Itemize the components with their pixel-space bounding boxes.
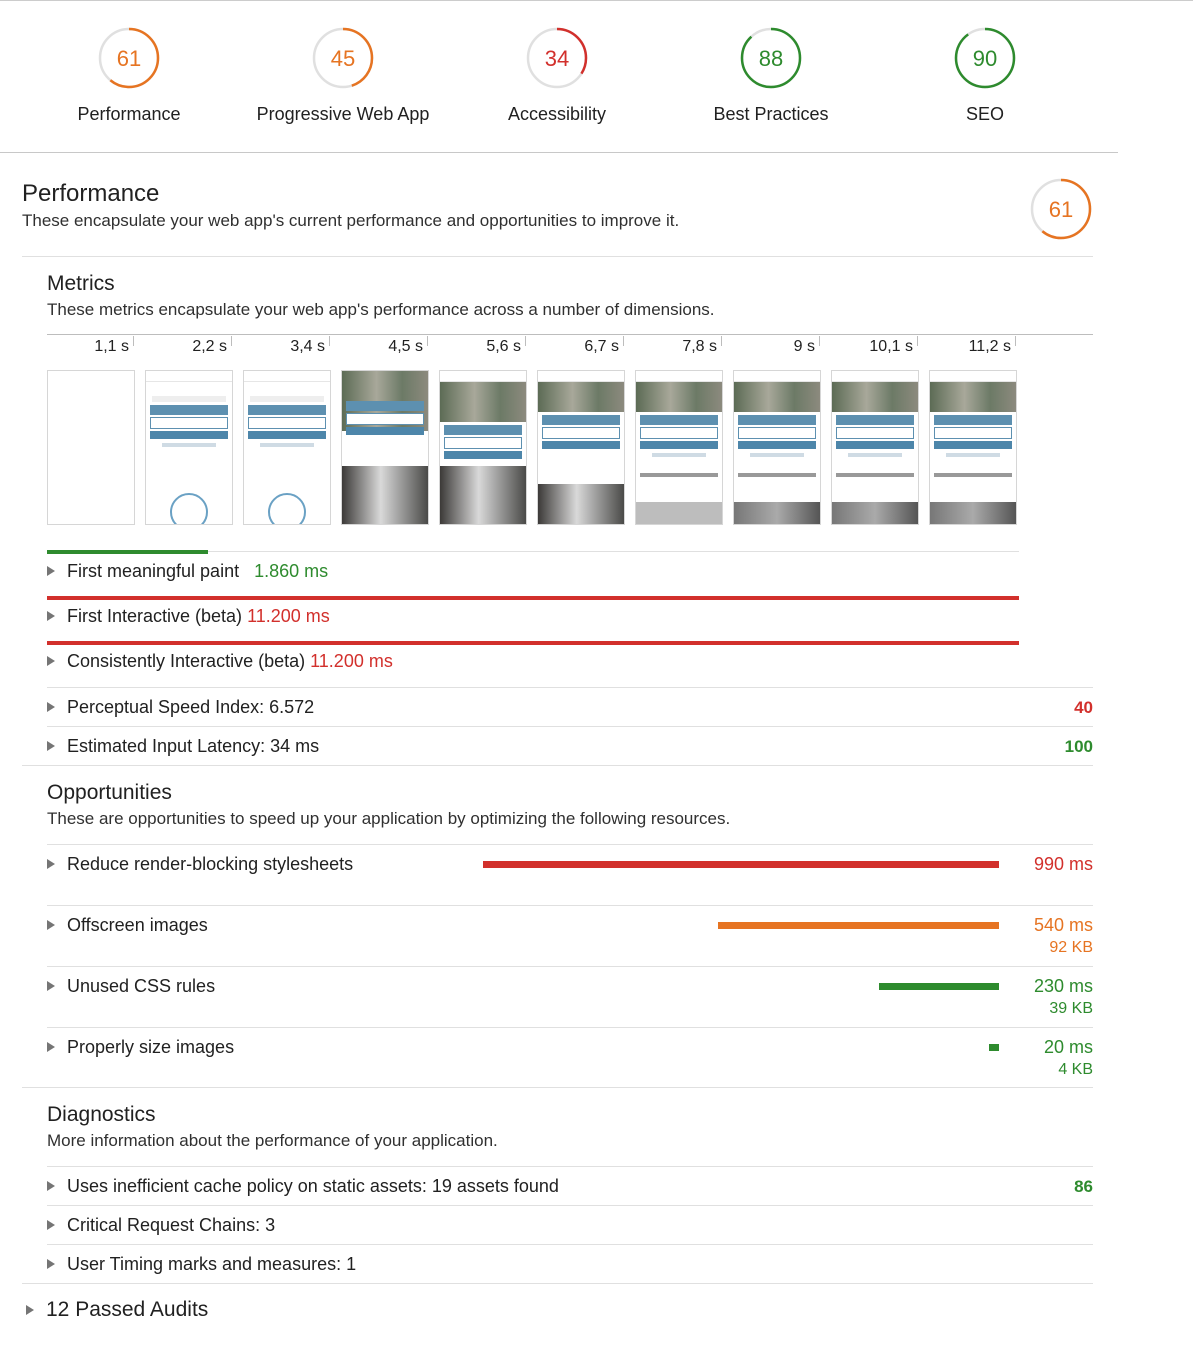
timeline-tick-label: 5,6 s bbox=[486, 338, 521, 355]
expand-triangle-icon[interactable] bbox=[47, 859, 55, 869]
divider bbox=[47, 1244, 1093, 1245]
gauge-label: Progressive Web App bbox=[256, 104, 430, 124]
metrics-description: These metrics encapsulate your web app's performance across a number of dimensions. bbox=[47, 300, 715, 319]
filmstrip-frame bbox=[929, 370, 1017, 525]
gauge-accessibility[interactable] bbox=[457, 26, 657, 125]
divider bbox=[22, 1283, 1093, 1284]
expand-triangle-icon[interactable] bbox=[47, 1181, 55, 1191]
divider bbox=[47, 966, 1093, 967]
opportunity-time: 540 ms bbox=[1033, 915, 1093, 935]
diagnostics-description: More information about the performance of your application. bbox=[47, 1131, 498, 1150]
timeline-tick-mark bbox=[1015, 336, 1016, 346]
timeline-tick-label: 10,1 s bbox=[869, 338, 913, 355]
score-summary bbox=[0, 0, 1118, 153]
opportunity-size: 39 KB bbox=[1049, 1000, 1093, 1017]
expand-triangle-icon[interactable] bbox=[47, 702, 55, 712]
gauge-score: 34 bbox=[544, 46, 570, 71]
divider bbox=[47, 905, 1093, 906]
timeline-tick-label: 3,4 s bbox=[290, 338, 325, 355]
opportunity-label: Properly size images bbox=[67, 1037, 235, 1057]
opportunity-bar bbox=[483, 861, 999, 868]
metric-label: Estimated Input Latency: 34 ms bbox=[67, 736, 320, 756]
gauge-ring bbox=[1029, 177, 1093, 241]
timeline-tick-label: 6,7 s bbox=[584, 338, 619, 355]
metrics-title: Metrics bbox=[47, 272, 115, 295]
metric-bar-fill bbox=[47, 596, 1019, 600]
divider bbox=[47, 1205, 1093, 1206]
gauge-seo[interactable] bbox=[885, 26, 1085, 125]
gauge-score: 45 bbox=[330, 46, 356, 71]
filmstrip-timeline bbox=[47, 334, 1093, 335]
gauge-ring bbox=[739, 26, 803, 90]
filmstrip-frame bbox=[243, 370, 331, 525]
metric-bar-fill bbox=[47, 641, 1019, 645]
passed-audits-label: 12 Passed Audits bbox=[46, 1298, 209, 1321]
timeline-tick-label: 4,5 s bbox=[388, 338, 423, 355]
timeline-tick-label: 1,1 s bbox=[94, 338, 129, 355]
metric-label: Consistently Interactive (beta) bbox=[67, 651, 306, 671]
timeline-tick-label: 11,2 s bbox=[968, 338, 1011, 355]
metric-first-interactive[interactable] bbox=[47, 606, 1093, 627]
opportunities-description: These are opportunities to speed up your application by optimizing the following resources. bbox=[47, 809, 731, 828]
divider bbox=[22, 1087, 1093, 1088]
metric-score: 40 bbox=[1074, 698, 1093, 717]
expand-triangle-icon[interactable] bbox=[47, 656, 55, 666]
opportunity-label: Reduce render-blocking stylesheets bbox=[67, 854, 354, 874]
metric-consistently-interactive[interactable] bbox=[47, 651, 1093, 672]
gauge-ring bbox=[311, 26, 375, 90]
gauge-score: 61 bbox=[1048, 197, 1074, 222]
divider bbox=[22, 765, 1093, 766]
filmstrip-frame bbox=[733, 370, 821, 525]
expand-triangle-icon[interactable] bbox=[47, 1259, 55, 1269]
opportunity-size: 92 KB bbox=[1049, 939, 1093, 956]
gauge-label: SEO bbox=[965, 104, 1004, 124]
expand-triangle-icon[interactable] bbox=[47, 611, 55, 621]
diagnostic-label: Critical Request Chains: 3 bbox=[67, 1215, 276, 1235]
metric-bar-fill bbox=[47, 550, 208, 554]
diagnostics-title: Diagnostics bbox=[47, 1103, 156, 1126]
expand-triangle-icon[interactable] bbox=[47, 566, 55, 576]
metric-label: Perceptual Speed Index: 6.572 bbox=[67, 697, 315, 717]
gauge-label: Best Practices bbox=[713, 104, 829, 124]
filmstrip-frame bbox=[439, 370, 527, 525]
filmstrip-frame bbox=[635, 370, 723, 525]
opportunity-size: 4 KB bbox=[1058, 1061, 1093, 1078]
gauge-score: 88 bbox=[758, 46, 784, 71]
expand-triangle-icon[interactable] bbox=[26, 1305, 34, 1315]
opportunity-label: Offscreen images bbox=[67, 915, 208, 935]
timeline-tick-label: 2,2 s bbox=[192, 338, 227, 355]
gauge-performance[interactable] bbox=[29, 26, 229, 125]
divider bbox=[47, 1027, 1093, 1028]
divider bbox=[47, 726, 1093, 727]
filmstrip-frame bbox=[537, 370, 625, 525]
performance-description: These encapsulate your web app's current performance and opportunities to improve it. bbox=[22, 211, 680, 230]
divider bbox=[47, 1166, 1093, 1167]
gauge-ring bbox=[953, 26, 1017, 90]
opportunity-time: 990 ms bbox=[1033, 854, 1093, 874]
metric-label: First Interactive (beta) bbox=[67, 606, 243, 626]
metric-perceptual-speed-index[interactable] bbox=[47, 697, 1093, 718]
filmstrip-frame bbox=[145, 370, 233, 525]
performance-title: Performance bbox=[22, 180, 160, 207]
gauge-best-practices[interactable] bbox=[671, 26, 871, 125]
diagnostic-cache-policy[interactable] bbox=[47, 1176, 1093, 1197]
gauge-ring bbox=[97, 26, 161, 90]
expand-triangle-icon[interactable] bbox=[47, 981, 55, 991]
diagnostic-label: User Timing marks and measures: 1 bbox=[67, 1254, 357, 1274]
metric-value: 11.200 ms bbox=[310, 651, 393, 671]
filmstrip-frame bbox=[341, 370, 429, 525]
gauge-score: 61 bbox=[116, 46, 142, 71]
opportunity-time: 230 ms bbox=[1033, 976, 1093, 996]
expand-triangle-icon[interactable] bbox=[47, 1220, 55, 1230]
divider bbox=[47, 687, 1093, 688]
opportunity-time: 20 ms bbox=[1043, 1037, 1093, 1057]
metric-estimated-input-latency[interactable] bbox=[47, 736, 1093, 757]
opportunity-properly-size-images[interactable] bbox=[47, 1037, 1093, 1058]
filmstrip-frame bbox=[47, 370, 135, 525]
opportunity-bar bbox=[989, 1044, 999, 1051]
metric-value: 11.200 ms bbox=[247, 606, 330, 626]
passed-audits-toggle[interactable] bbox=[26, 1298, 208, 1322]
gauge-ring bbox=[525, 26, 589, 90]
expand-triangle-icon[interactable] bbox=[47, 1042, 55, 1052]
gauge-label: Performance bbox=[77, 104, 181, 124]
expand-triangle-icon[interactable] bbox=[47, 741, 55, 751]
metric-score: 100 bbox=[1064, 737, 1093, 756]
opportunity-label: Unused CSS rules bbox=[67, 976, 216, 996]
diagnostic-user-timing[interactable] bbox=[47, 1254, 1093, 1275]
opportunity-bar bbox=[879, 983, 999, 990]
divider bbox=[22, 256, 1093, 257]
expand-triangle-icon[interactable] bbox=[47, 920, 55, 930]
metric-label: First meaningful paint bbox=[67, 561, 240, 581]
opportunities-title: Opportunities bbox=[47, 781, 172, 804]
diagnostic-score: 86 bbox=[1074, 1177, 1093, 1196]
metric-value: 1.860 ms bbox=[254, 561, 329, 581]
gauge-pwa[interactable] bbox=[243, 26, 443, 125]
opportunity-bar bbox=[718, 922, 999, 929]
diagnostic-label: Uses inefficient cache policy on static assets: 19 assets found bbox=[67, 1176, 559, 1196]
metric-first-meaningful-paint[interactable] bbox=[47, 561, 1093, 582]
timeline-tick-label: 9 s bbox=[793, 338, 815, 355]
gauge-score: 90 bbox=[972, 46, 998, 71]
filmstrip-frame bbox=[831, 370, 919, 525]
timeline-tick-label: 7,8 s bbox=[682, 338, 717, 355]
performance-score-gauge bbox=[1029, 177, 1093, 246]
diagnostic-critical-request-chains[interactable] bbox=[47, 1215, 1093, 1236]
divider bbox=[47, 844, 1093, 845]
gauge-label: Accessibility bbox=[507, 104, 607, 124]
